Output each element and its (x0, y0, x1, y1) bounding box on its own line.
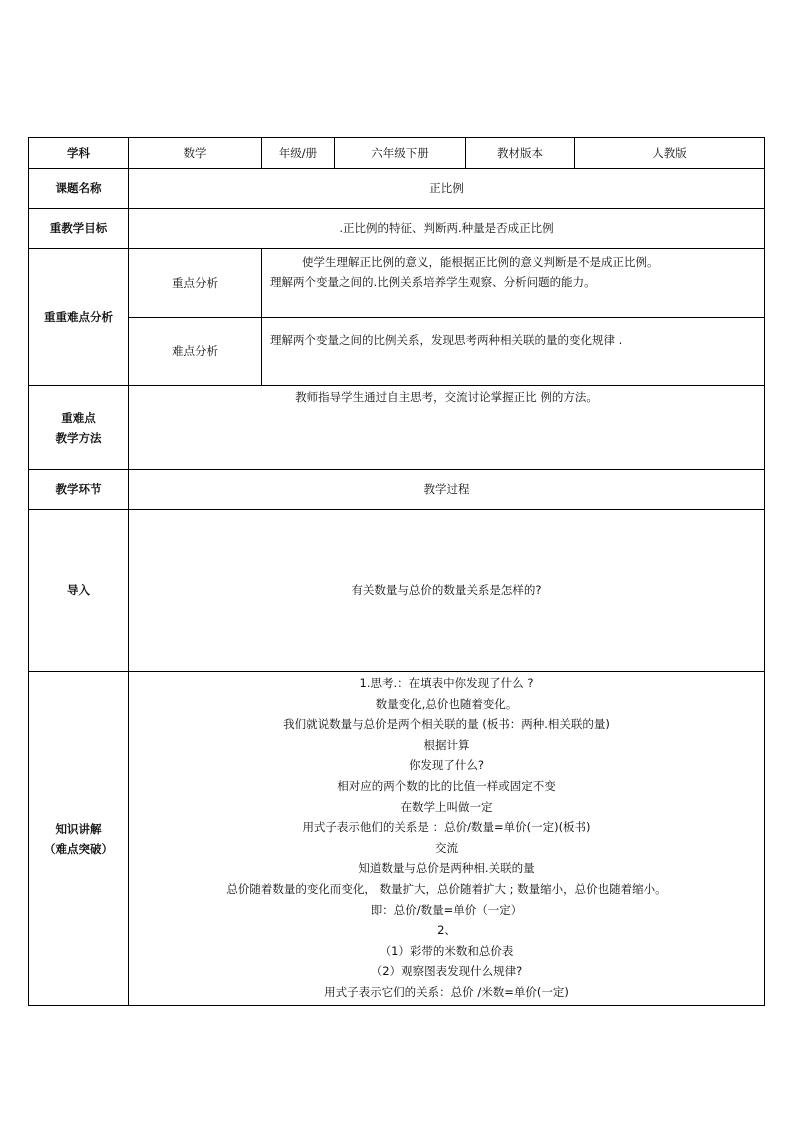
analysis-label: 重重难点分析 (29, 249, 129, 386)
difficult-analysis-text: 理解两个变量之间的比例关系，发现思考两种相关联的量的变化规律 . (270, 333, 623, 347)
header-row (29, 138, 765, 169)
method-content (129, 386, 765, 470)
explain-label-line2: （难点突破） (44, 841, 113, 856)
process-row (29, 470, 765, 510)
explain-line: 我们就说数量与总价是两个相关联的量 (板书：两种.相关联的量) (283, 717, 610, 732)
explain-content (129, 672, 765, 1006)
explain-row (29, 672, 765, 1006)
difficult-analysis-label: 难点分析 (129, 318, 262, 386)
subject-value: 数学 (129, 138, 262, 169)
method-label-line1: 重难点 (61, 410, 96, 425)
method-text: 教师指导学生通过自主思考，交流讨论掌握正比 例的方法。 (295, 390, 598, 404)
subject-label: 学科 (29, 138, 129, 169)
topic-label: 课题名称 (29, 169, 129, 209)
explain-line: 总价随着数量的变化而变化， 数量扩大，总价随着扩大 ; 数量缩小，总价也随着缩小。 (226, 881, 667, 896)
explain-line: 即：总价/数量=单价（一定） (370, 902, 523, 917)
lesson-plan-table (28, 137, 765, 1006)
explain-line: （1）彩带的米数和总价表 (379, 943, 514, 958)
process-label: 教学环节 (29, 470, 129, 510)
key-analysis-line: 使学生理解正比例的意义，能根据正比例的意义判断是不是成正比例。 (302, 255, 659, 269)
difficult-analysis-row (29, 318, 765, 386)
intro-label: 导入 (29, 510, 129, 672)
method-row (29, 386, 765, 470)
explain-line: 用式子表示它们的关系：总价 /米数=单价(一定) (324, 984, 569, 999)
explain-line: 在数学上叫做一定 (400, 799, 493, 814)
explain-line: 根据计算 (423, 737, 470, 752)
objective-value: .正比例的特征、判断两.种量是否成正比例 (129, 209, 765, 249)
explain-line: 1.思考.：在填表中你发现了什么 ? (359, 676, 534, 690)
objective-label: 重教学目标 (29, 209, 129, 249)
edition-label: 教材版本 (466, 138, 575, 169)
explain-line: 相对应的两个数的比的比值一样或固定不变 (337, 778, 556, 793)
explain-line: （2）观察图表发现什么规律? (370, 964, 523, 979)
intro-text: 有关数量与总价的数量关系是怎样的? (129, 510, 765, 672)
method-label-line2: 教学方法 (55, 430, 102, 445)
key-analysis-row (29, 249, 765, 318)
edition-value: 人教版 (575, 138, 765, 169)
method-label (29, 386, 129, 470)
grade-label: 年级/册 (262, 138, 335, 169)
key-analysis-line: 理解两个变量之间的.比例关系培养学生观察、分析问题的能力。 (270, 275, 596, 289)
explain-line: 你发现了什么? (408, 758, 485, 773)
topic-value: 正比例 (129, 169, 765, 209)
difficult-analysis-content (262, 318, 765, 386)
explain-line: 用式子表示他们的关系是 ：总价/数量=单价(一定)(板书) (302, 820, 591, 835)
objective-row (29, 209, 765, 249)
explain-line: 知道数量与总价是两种相.关联的量 (358, 861, 535, 876)
explain-line: 2、 (437, 923, 456, 938)
explain-label-line1: 知识讲解 (55, 821, 102, 836)
key-analysis-content (262, 249, 765, 318)
intro-row (29, 510, 765, 672)
explain-label (29, 672, 129, 1006)
explain-line: 数量变化,总价也随着变化。 (375, 696, 518, 711)
grade-value: 六年级下册 (335, 138, 466, 169)
key-analysis-label: 重点分析 (129, 249, 262, 318)
process-value: 教学过程 (129, 470, 765, 510)
explain-line: 交流 (435, 840, 458, 855)
topic-row (29, 169, 765, 209)
